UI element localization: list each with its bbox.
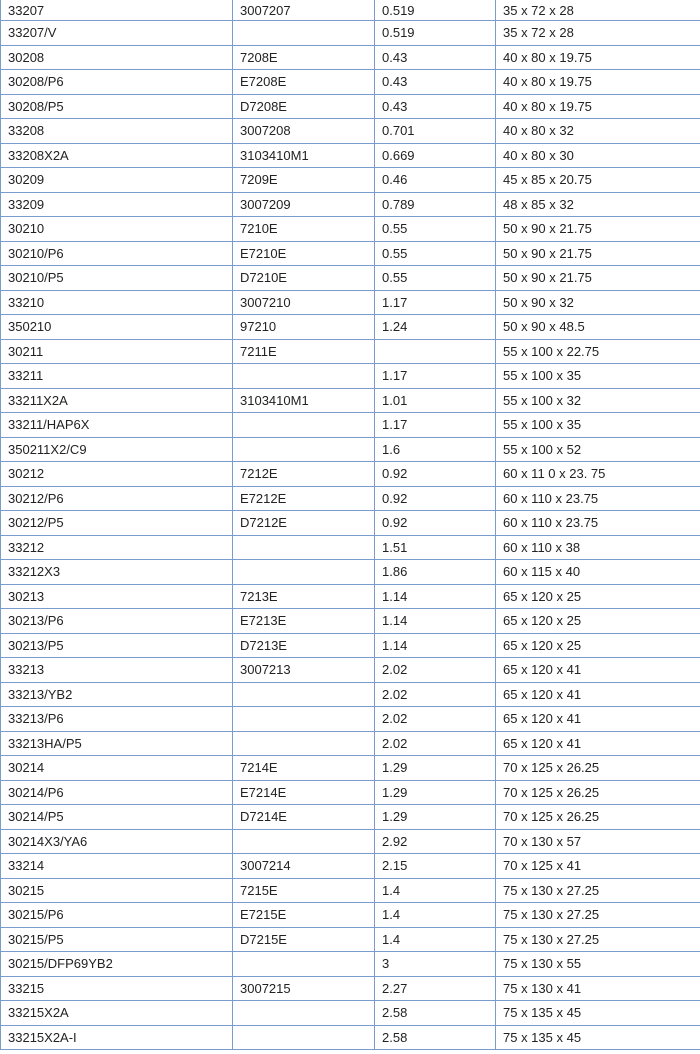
cell-model: 30211 bbox=[1, 339, 233, 364]
cell-weight: 2.92 bbox=[375, 829, 496, 854]
cell-weight: 2.02 bbox=[375, 682, 496, 707]
cell-weight: 1.4 bbox=[375, 903, 496, 928]
cell-dimensions: 75 x 130 x 27.25 bbox=[496, 927, 700, 952]
cell-code: 97210 bbox=[233, 315, 375, 340]
table-row bbox=[1, 682, 700, 707]
cell-dimensions: 70 x 125 x 41 bbox=[496, 854, 700, 879]
cell-dimensions: 65 x 120 x 41 bbox=[496, 658, 700, 683]
cell-weight: 3 bbox=[375, 952, 496, 977]
cell-dimensions: 75 x 130 x 41 bbox=[496, 976, 700, 1001]
cell-dimensions: 65 x 120 x 25 bbox=[496, 609, 700, 634]
table-row bbox=[1, 45, 700, 70]
cell-weight: 1.86 bbox=[375, 560, 496, 585]
cell-code bbox=[233, 731, 375, 756]
cell-dimensions: 50 x 90 x 32 bbox=[496, 290, 700, 315]
table-row bbox=[1, 266, 700, 291]
cell-code: E7215E bbox=[233, 903, 375, 928]
cell-weight: 0.92 bbox=[375, 462, 496, 487]
cell-weight: 2.27 bbox=[375, 976, 496, 1001]
table-row bbox=[1, 217, 700, 242]
table-row bbox=[1, 486, 700, 511]
cell-code: 7209E bbox=[233, 168, 375, 193]
cell-code bbox=[233, 413, 375, 438]
table-row bbox=[1, 731, 700, 756]
cell-code: 3007207 bbox=[233, 0, 375, 21]
table-row bbox=[1, 437, 700, 462]
cell-weight: 1.01 bbox=[375, 388, 496, 413]
cell-code bbox=[233, 829, 375, 854]
cell-model: 30208/P5 bbox=[1, 94, 233, 119]
cell-code: 3007208 bbox=[233, 119, 375, 144]
table-row bbox=[1, 70, 700, 95]
cell-weight: 2.02 bbox=[375, 731, 496, 756]
cell-dimensions: 55 x 100 x 32 bbox=[496, 388, 700, 413]
table-row bbox=[1, 976, 700, 1001]
cell-dimensions: 55 x 100 x 35 bbox=[496, 364, 700, 389]
cell-code: 7212E bbox=[233, 462, 375, 487]
cell-dimensions: 40 x 80 x 30 bbox=[496, 143, 700, 168]
table-row bbox=[1, 462, 700, 487]
cell-weight: 0.701 bbox=[375, 119, 496, 144]
cell-model: 30209 bbox=[1, 168, 233, 193]
cell-weight: 1.14 bbox=[375, 584, 496, 609]
cell-weight: 0.43 bbox=[375, 45, 496, 70]
table-row bbox=[1, 952, 700, 977]
cell-model: 33213/YB2 bbox=[1, 682, 233, 707]
cell-code: 7211E bbox=[233, 339, 375, 364]
cell-weight bbox=[375, 339, 496, 364]
table-row bbox=[1, 854, 700, 879]
cell-model: 30210/P6 bbox=[1, 241, 233, 266]
cell-dimensions: 60 x 110 x 23.75 bbox=[496, 486, 700, 511]
cell-model: 350211X2/C9 bbox=[1, 437, 233, 462]
table-row bbox=[1, 388, 700, 413]
cell-dimensions: 65 x 120 x 41 bbox=[496, 707, 700, 732]
cell-dimensions: 40 x 80 x 32 bbox=[496, 119, 700, 144]
table-row bbox=[1, 707, 700, 732]
cell-dimensions: 60 x 110 x 38 bbox=[496, 535, 700, 560]
cell-dimensions: 50 x 90 x 48.5 bbox=[496, 315, 700, 340]
cell-dimensions: 65 x 120 x 41 bbox=[496, 682, 700, 707]
cell-weight: 1.17 bbox=[375, 364, 496, 389]
cell-model: 30208/P6 bbox=[1, 70, 233, 95]
table-row bbox=[1, 241, 700, 266]
cell-dimensions: 60 x 110 x 23.75 bbox=[496, 511, 700, 536]
table-row bbox=[1, 805, 700, 830]
spec-table-body bbox=[1, 0, 700, 1050]
cell-dimensions: 45 x 85 x 20.75 bbox=[496, 168, 700, 193]
cell-dimensions: 35 x 72 x 28 bbox=[496, 0, 700, 21]
cell-code: E7210E bbox=[233, 241, 375, 266]
table-row bbox=[1, 560, 700, 585]
cell-code: 7208E bbox=[233, 45, 375, 70]
cell-code: 3007214 bbox=[233, 854, 375, 879]
cell-model: 33213HA/P5 bbox=[1, 731, 233, 756]
cell-code: D7208E bbox=[233, 94, 375, 119]
table-row bbox=[1, 168, 700, 193]
cell-weight: 0.43 bbox=[375, 70, 496, 95]
cell-dimensions: 60 x 115 x 40 bbox=[496, 560, 700, 585]
cell-code bbox=[233, 560, 375, 585]
cell-dimensions: 70 x 130 x 57 bbox=[496, 829, 700, 854]
cell-code bbox=[233, 682, 375, 707]
cell-code: D7212E bbox=[233, 511, 375, 536]
cell-weight: 1.17 bbox=[375, 290, 496, 315]
table-row bbox=[1, 1001, 700, 1026]
cell-model: 30212 bbox=[1, 462, 233, 487]
cell-code: E7214E bbox=[233, 780, 375, 805]
cell-weight: 0.55 bbox=[375, 266, 496, 291]
cell-model: 30213/P5 bbox=[1, 633, 233, 658]
table-row bbox=[1, 609, 700, 634]
cell-model: 350210 bbox=[1, 315, 233, 340]
cell-dimensions: 75 x 130 x 27.25 bbox=[496, 903, 700, 928]
cell-code: D7214E bbox=[233, 805, 375, 830]
cell-model: 30215/P5 bbox=[1, 927, 233, 952]
cell-code: D7213E bbox=[233, 633, 375, 658]
cell-model: 33212 bbox=[1, 535, 233, 560]
cell-model: 30215/P6 bbox=[1, 903, 233, 928]
cell-code: D7210E bbox=[233, 266, 375, 291]
cell-dimensions: 55 x 100 x 35 bbox=[496, 413, 700, 438]
cell-model: 30212/P5 bbox=[1, 511, 233, 536]
cell-weight: 1.29 bbox=[375, 756, 496, 781]
cell-weight: 0.92 bbox=[375, 486, 496, 511]
cell-weight: 0.43 bbox=[375, 94, 496, 119]
cell-dimensions: 65 x 120 x 25 bbox=[496, 584, 700, 609]
cell-model: 33211X2A bbox=[1, 388, 233, 413]
cell-model: 33207/V bbox=[1, 21, 233, 46]
cell-model: 33213/P6 bbox=[1, 707, 233, 732]
cell-model: 30214/P5 bbox=[1, 805, 233, 830]
cell-code: 7210E bbox=[233, 217, 375, 242]
cell-dimensions: 50 x 90 x 21.75 bbox=[496, 266, 700, 291]
cell-model: 30214 bbox=[1, 756, 233, 781]
cell-weight: 0.519 bbox=[375, 21, 496, 46]
cell-code: E7212E bbox=[233, 486, 375, 511]
cell-weight: 2.02 bbox=[375, 658, 496, 683]
cell-weight: 1.14 bbox=[375, 609, 496, 634]
cell-code: 7213E bbox=[233, 584, 375, 609]
cell-model: 33214 bbox=[1, 854, 233, 879]
cell-code bbox=[233, 437, 375, 462]
cell-code: D7215E bbox=[233, 927, 375, 952]
cell-weight: 1.24 bbox=[375, 315, 496, 340]
cell-code bbox=[233, 707, 375, 732]
table-row bbox=[1, 903, 700, 928]
cell-code: 3007209 bbox=[233, 192, 375, 217]
table-row bbox=[1, 756, 700, 781]
table-row bbox=[1, 633, 700, 658]
cell-dimensions: 75 x 135 x 45 bbox=[496, 1025, 700, 1050]
cell-code: 3103410M1 bbox=[233, 143, 375, 168]
cell-dimensions: 70 x 125 x 26.25 bbox=[496, 805, 700, 830]
cell-model: 33215X2A bbox=[1, 1001, 233, 1026]
table-row bbox=[1, 535, 700, 560]
table-row bbox=[1, 192, 700, 217]
cell-dimensions: 75 x 130 x 27.25 bbox=[496, 878, 700, 903]
cell-model: 33215X2A-I bbox=[1, 1025, 233, 1050]
cell-weight: 0.46 bbox=[375, 168, 496, 193]
cell-weight: 2.15 bbox=[375, 854, 496, 879]
cell-dimensions: 75 x 135 x 45 bbox=[496, 1001, 700, 1026]
table-row bbox=[1, 1025, 700, 1050]
cell-weight: 1.17 bbox=[375, 413, 496, 438]
cell-weight: 2.02 bbox=[375, 707, 496, 732]
cell-weight: 1.4 bbox=[375, 927, 496, 952]
cell-model: 30210/P5 bbox=[1, 266, 233, 291]
cell-dimensions: 40 x 80 x 19.75 bbox=[496, 94, 700, 119]
cell-dimensions: 40 x 80 x 19.75 bbox=[496, 70, 700, 95]
table-row bbox=[1, 143, 700, 168]
table-row bbox=[1, 878, 700, 903]
cell-dimensions: 55 x 100 x 22.75 bbox=[496, 339, 700, 364]
table-row bbox=[1, 364, 700, 389]
cell-model: 30210 bbox=[1, 217, 233, 242]
cell-model: 33211/HAP6X bbox=[1, 413, 233, 438]
cell-model: 33211 bbox=[1, 364, 233, 389]
cell-code bbox=[233, 1001, 375, 1026]
cell-weight: 0.669 bbox=[375, 143, 496, 168]
table-row bbox=[1, 658, 700, 683]
cell-dimensions: 75 x 130 x 55 bbox=[496, 952, 700, 977]
cell-dimensions: 70 x 125 x 26.25 bbox=[496, 780, 700, 805]
table-row bbox=[1, 119, 700, 144]
table-row bbox=[1, 339, 700, 364]
cell-weight: 1.4 bbox=[375, 878, 496, 903]
table-row bbox=[1, 0, 700, 21]
cell-dimensions: 65 x 120 x 25 bbox=[496, 633, 700, 658]
cell-dimensions: 55 x 100 x 52 bbox=[496, 437, 700, 462]
cell-weight: 1.51 bbox=[375, 535, 496, 560]
table-row bbox=[1, 511, 700, 536]
cell-model: 30208 bbox=[1, 45, 233, 70]
cell-model: 30214/P6 bbox=[1, 780, 233, 805]
cell-weight: 0.55 bbox=[375, 241, 496, 266]
cell-code bbox=[233, 535, 375, 560]
cell-dimensions: 60 x 11 0 x 23. 75 bbox=[496, 462, 700, 487]
cell-weight: 0.92 bbox=[375, 511, 496, 536]
cell-model: 30214X3/YA6 bbox=[1, 829, 233, 854]
cell-dimensions: 48 x 85 x 32 bbox=[496, 192, 700, 217]
cell-code: 3103410M1 bbox=[233, 388, 375, 413]
table-row bbox=[1, 413, 700, 438]
cell-code: 7214E bbox=[233, 756, 375, 781]
cell-model: 33207 bbox=[1, 0, 233, 21]
cell-code: E7213E bbox=[233, 609, 375, 634]
cell-code: E7208E bbox=[233, 70, 375, 95]
table-row bbox=[1, 584, 700, 609]
cell-weight: 0.789 bbox=[375, 192, 496, 217]
table-row bbox=[1, 94, 700, 119]
cell-code: 7215E bbox=[233, 878, 375, 903]
cell-model: 33212X3 bbox=[1, 560, 233, 585]
cell-weight: 2.58 bbox=[375, 1001, 496, 1026]
table-row bbox=[1, 927, 700, 952]
cell-model: 33208X2A bbox=[1, 143, 233, 168]
cell-code: 3007210 bbox=[233, 290, 375, 315]
cell-weight: 0.55 bbox=[375, 217, 496, 242]
cell-dimensions: 35 x 72 x 28 bbox=[496, 21, 700, 46]
cell-dimensions: 70 x 125 x 26.25 bbox=[496, 756, 700, 781]
cell-dimensions: 40 x 80 x 19.75 bbox=[496, 45, 700, 70]
cell-code bbox=[233, 364, 375, 389]
cell-dimensions: 65 x 120 x 41 bbox=[496, 731, 700, 756]
cell-code bbox=[233, 1025, 375, 1050]
cell-model: 30213/P6 bbox=[1, 609, 233, 634]
cell-model: 30215 bbox=[1, 878, 233, 903]
cell-weight: 1.29 bbox=[375, 780, 496, 805]
cell-model: 33210 bbox=[1, 290, 233, 315]
table-row bbox=[1, 315, 700, 340]
cell-dimensions: 50 x 90 x 21.75 bbox=[496, 217, 700, 242]
table-row bbox=[1, 780, 700, 805]
cell-weight: 1.14 bbox=[375, 633, 496, 658]
cell-weight: 2.58 bbox=[375, 1025, 496, 1050]
cell-code: 3007215 bbox=[233, 976, 375, 1001]
cell-model: 30213 bbox=[1, 584, 233, 609]
table-row bbox=[1, 829, 700, 854]
cell-code bbox=[233, 952, 375, 977]
cell-code: 3007213 bbox=[233, 658, 375, 683]
table-row bbox=[1, 21, 700, 46]
cell-model: 30212/P6 bbox=[1, 486, 233, 511]
cell-model: 33208 bbox=[1, 119, 233, 144]
cell-weight: 1.6 bbox=[375, 437, 496, 462]
cell-dimensions: 50 x 90 x 21.75 bbox=[496, 241, 700, 266]
cell-model: 33209 bbox=[1, 192, 233, 217]
table-row bbox=[1, 290, 700, 315]
cell-code bbox=[233, 21, 375, 46]
cell-weight: 1.29 bbox=[375, 805, 496, 830]
cell-model: 33213 bbox=[1, 658, 233, 683]
cell-weight: 0.519 bbox=[375, 0, 496, 21]
cell-model: 30215/DFP69YB2 bbox=[1, 952, 233, 977]
cell-model: 33215 bbox=[1, 976, 233, 1001]
